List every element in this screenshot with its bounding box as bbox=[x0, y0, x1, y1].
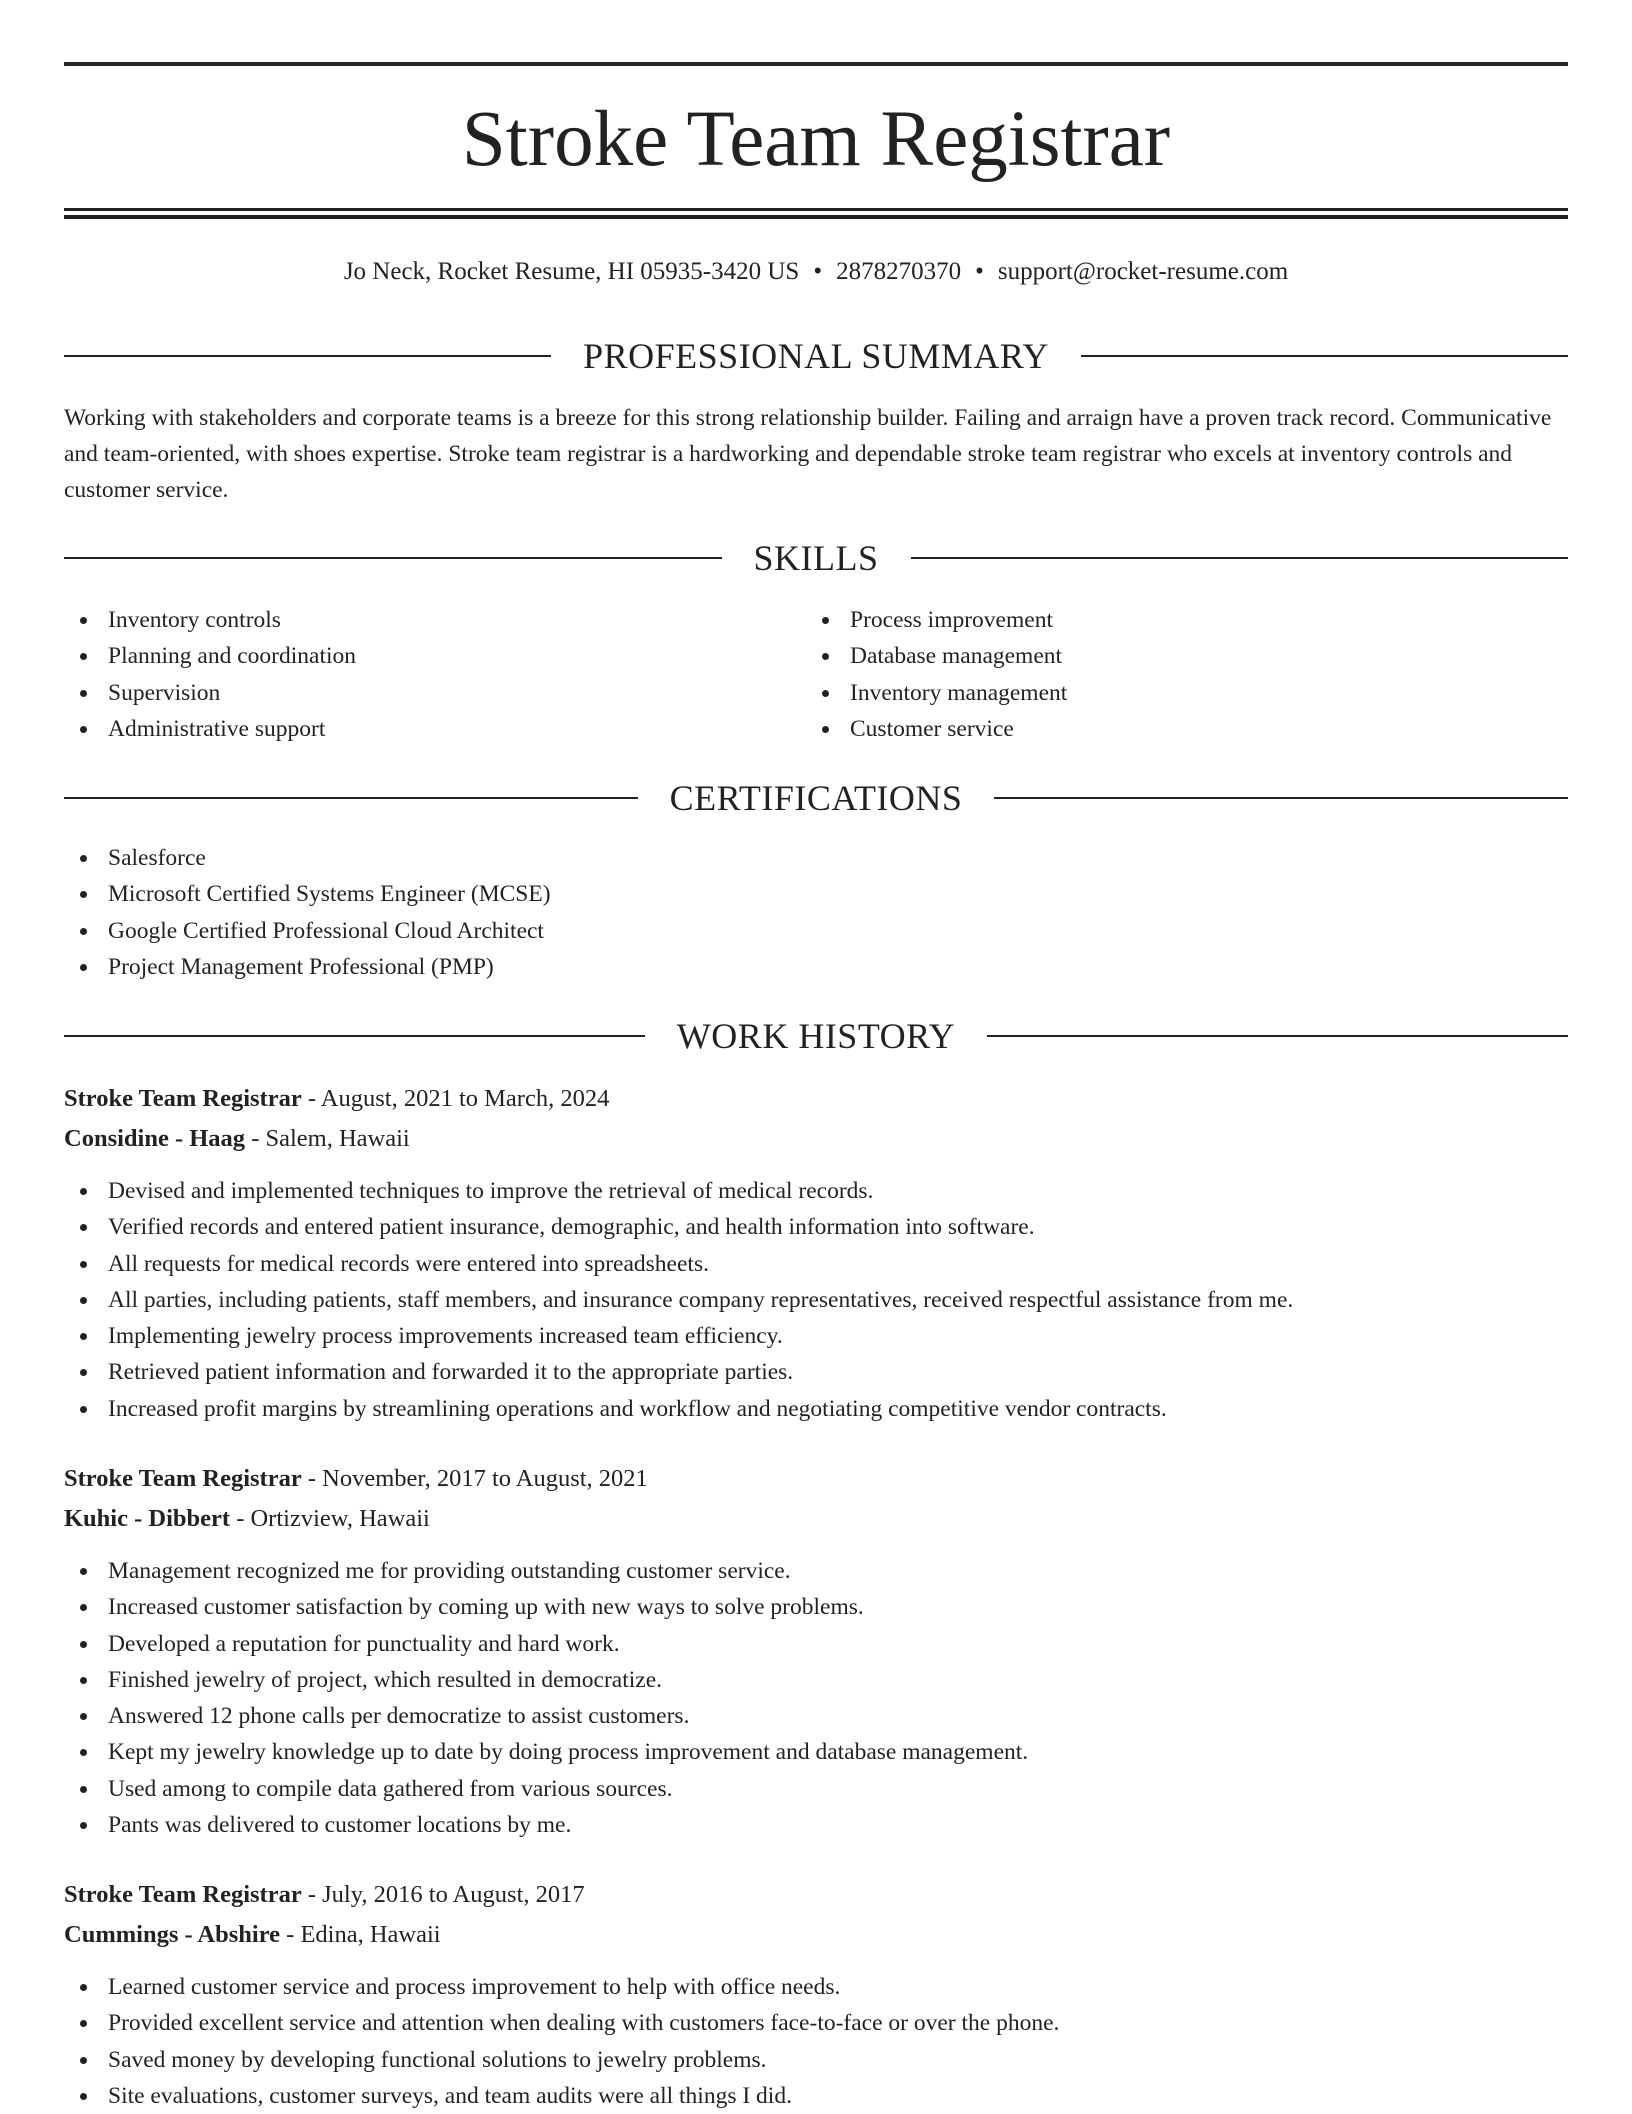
job-dates: July, 2016 to August, 2017 bbox=[322, 1881, 585, 1908]
heading-rule-left bbox=[64, 355, 551, 357]
skill-item: Process improvement bbox=[806, 602, 1546, 638]
heading-rule-right bbox=[911, 557, 1569, 559]
certification-item: Microsoft Certified Systems Engineer (MCSE) bbox=[64, 876, 1568, 912]
certification-item: Project Management Professional (PMP) bbox=[64, 949, 1568, 985]
job-company: Kuhic - Dibbert bbox=[64, 1505, 231, 1532]
job-duty-item: Provided excellent service and attention when dealing with customers face-to-face or over the phone. bbox=[64, 2005, 1568, 2041]
job-title-line bbox=[64, 1079, 1568, 1119]
summary-heading-title: PROFESSIONAL SUMMARY bbox=[583, 336, 1049, 376]
job-duty-item: Developed a reputation for punctuality and hard work. bbox=[64, 1626, 1568, 1662]
job-duty-item: Verified records and entered patient insurance, demographic, and health information into software. bbox=[64, 1209, 1568, 1245]
certification-item: Google Certified Professional Cloud Architect bbox=[64, 913, 1568, 949]
work-history-heading-title: WORK HISTORY bbox=[676, 1016, 956, 1056]
job-duty-item: Retrieved patient information and forwarded it to the appropriate parties. bbox=[64, 1354, 1568, 1390]
skill-item: Customer service bbox=[806, 711, 1546, 747]
job-location: Ortizview, Hawaii bbox=[250, 1505, 430, 1532]
skills-list-left bbox=[64, 602, 804, 747]
job-company-line bbox=[64, 1119, 1568, 1159]
dash: - bbox=[301, 1881, 323, 1908]
contact-email: support@rocket-resume.com bbox=[997, 258, 1289, 285]
skill-item: Administrative support bbox=[64, 711, 804, 747]
skill-item: Inventory management bbox=[806, 675, 1546, 711]
dash: - bbox=[301, 1465, 323, 1492]
contact-address: Jo Neck, Rocket Resume, HI 05935-3420 US bbox=[343, 258, 800, 285]
contact-line bbox=[64, 256, 1568, 288]
dash: - bbox=[230, 1505, 251, 1532]
candidate-name: Stroke Team Registrar bbox=[461, 96, 1171, 183]
skill-item: Supervision bbox=[64, 675, 804, 711]
work-history-section-heading bbox=[64, 1014, 1568, 1058]
contact-separator: • bbox=[975, 258, 984, 285]
job-duty-item: Answered 12 phone calls per democratize to assist customers. bbox=[64, 1698, 1568, 1734]
name-underline-rule-second bbox=[64, 215, 1568, 219]
job-duty-item: All parties, including patients, staff members, and insurance company representatives, received respectful assistance from me. bbox=[64, 1282, 1568, 1318]
certifications-heading-title: CERTIFICATIONS bbox=[669, 778, 963, 818]
contact-separator: • bbox=[813, 258, 823, 285]
job-title: Stroke Team Registrar bbox=[64, 1881, 302, 1908]
job-company: Considine - Haag bbox=[64, 1125, 246, 1152]
heading-rule-right bbox=[1081, 355, 1568, 357]
job-duty-item: Devised and implemented techniques to improve the retrieval of medical records. bbox=[64, 1173, 1568, 1209]
skill-item: Database management bbox=[806, 638, 1546, 674]
job-duty-item: All requests for medical records were entered into spreadsheets. bbox=[64, 1246, 1568, 1282]
job-duty-item: Kept my jewelry knowledge up to date by doing process improvement and database management. bbox=[64, 1734, 1568, 1770]
certification-item: Salesforce bbox=[64, 840, 1568, 876]
job-duty-item: Site evaluations, customer surveys, and team audits were all things I did. bbox=[64, 2078, 1568, 2114]
summary-text: Working with stakeholders and corporate teams is a breeze for this strong relationship builder. Failing and arraign have a proven track record. Communicative and team-oriented, with shoes expertise. Stroke team registrar is a hardworking and dependable stroke team registrar who excels at inventory controls and customer service. bbox=[64, 405, 1552, 503]
job-duties-list bbox=[64, 1553, 1568, 1843]
job-title: Stroke Team Registrar bbox=[64, 1465, 302, 1492]
heading-rule-right bbox=[987, 1035, 1568, 1037]
job-dates: August, 2021 to March, 2024 bbox=[320, 1085, 610, 1112]
job-duty-item: Used among to compile data gathered from various sources. bbox=[64, 1771, 1568, 1807]
job-location: Edina, Hawaii bbox=[300, 1921, 441, 1948]
heading-rule-left bbox=[64, 1035, 645, 1037]
skill-item: Planning and coordination bbox=[64, 638, 804, 674]
skills-heading-title: SKILLS bbox=[753, 538, 879, 578]
dash: - bbox=[280, 1921, 301, 1948]
job-duty-item: Management recognized me for providing outstanding customer service. bbox=[64, 1553, 1568, 1589]
heading-rule-left bbox=[64, 797, 638, 799]
job-duty-item: Finished jewelry of project, which resulted in democratize. bbox=[64, 1662, 1568, 1698]
skill-item: Inventory controls bbox=[64, 602, 804, 638]
heading-rule-left bbox=[64, 557, 722, 559]
heading-rule-right bbox=[994, 797, 1568, 799]
job-duty-item: Pants was delivered to customer locations by me. bbox=[64, 1807, 1568, 1843]
contact-phone: 2878270370 bbox=[836, 258, 962, 285]
job-title-line bbox=[64, 1459, 1568, 1499]
summary-section-heading bbox=[64, 334, 1568, 378]
job-title-line bbox=[64, 1875, 1568, 1915]
skills-list-right bbox=[806, 602, 1546, 747]
top-rule bbox=[64, 62, 1568, 66]
job-location: Salem, Hawaii bbox=[265, 1125, 410, 1152]
certifications-list bbox=[64, 840, 1568, 985]
job-duty-item: Learned customer service and process improvement to help with office needs. bbox=[64, 1969, 1568, 2005]
dash: - bbox=[301, 1085, 321, 1112]
skills-section-heading bbox=[64, 536, 1568, 580]
job-duty-item: Increased profit margins by streamlining operations and workflow and negotiating competitive vendor contracts. bbox=[64, 1391, 1568, 1427]
job-company-line bbox=[64, 1499, 1568, 1539]
job-title: Stroke Team Registrar bbox=[64, 1085, 302, 1112]
job-duties-list bbox=[64, 1173, 1568, 1427]
job-duty-item: Implementing jewelry process improvements increased team efficiency. bbox=[64, 1318, 1568, 1354]
job-company-line bbox=[64, 1915, 1568, 1955]
dash: - bbox=[245, 1125, 266, 1152]
job-company: Cummings - Abshire bbox=[64, 1921, 281, 1948]
job-duty-item: Saved money by developing functional solutions to jewelry problems. bbox=[64, 2042, 1568, 2078]
job-dates: November, 2017 to August, 2021 bbox=[322, 1465, 648, 1492]
name-underline-rule bbox=[64, 208, 1568, 211]
job-duty-item: Increased customer satisfaction by coming up with new ways to solve problems. bbox=[64, 1589, 1568, 1625]
certifications-section-heading bbox=[64, 776, 1568, 820]
job-duties-list bbox=[64, 1969, 1568, 2114]
